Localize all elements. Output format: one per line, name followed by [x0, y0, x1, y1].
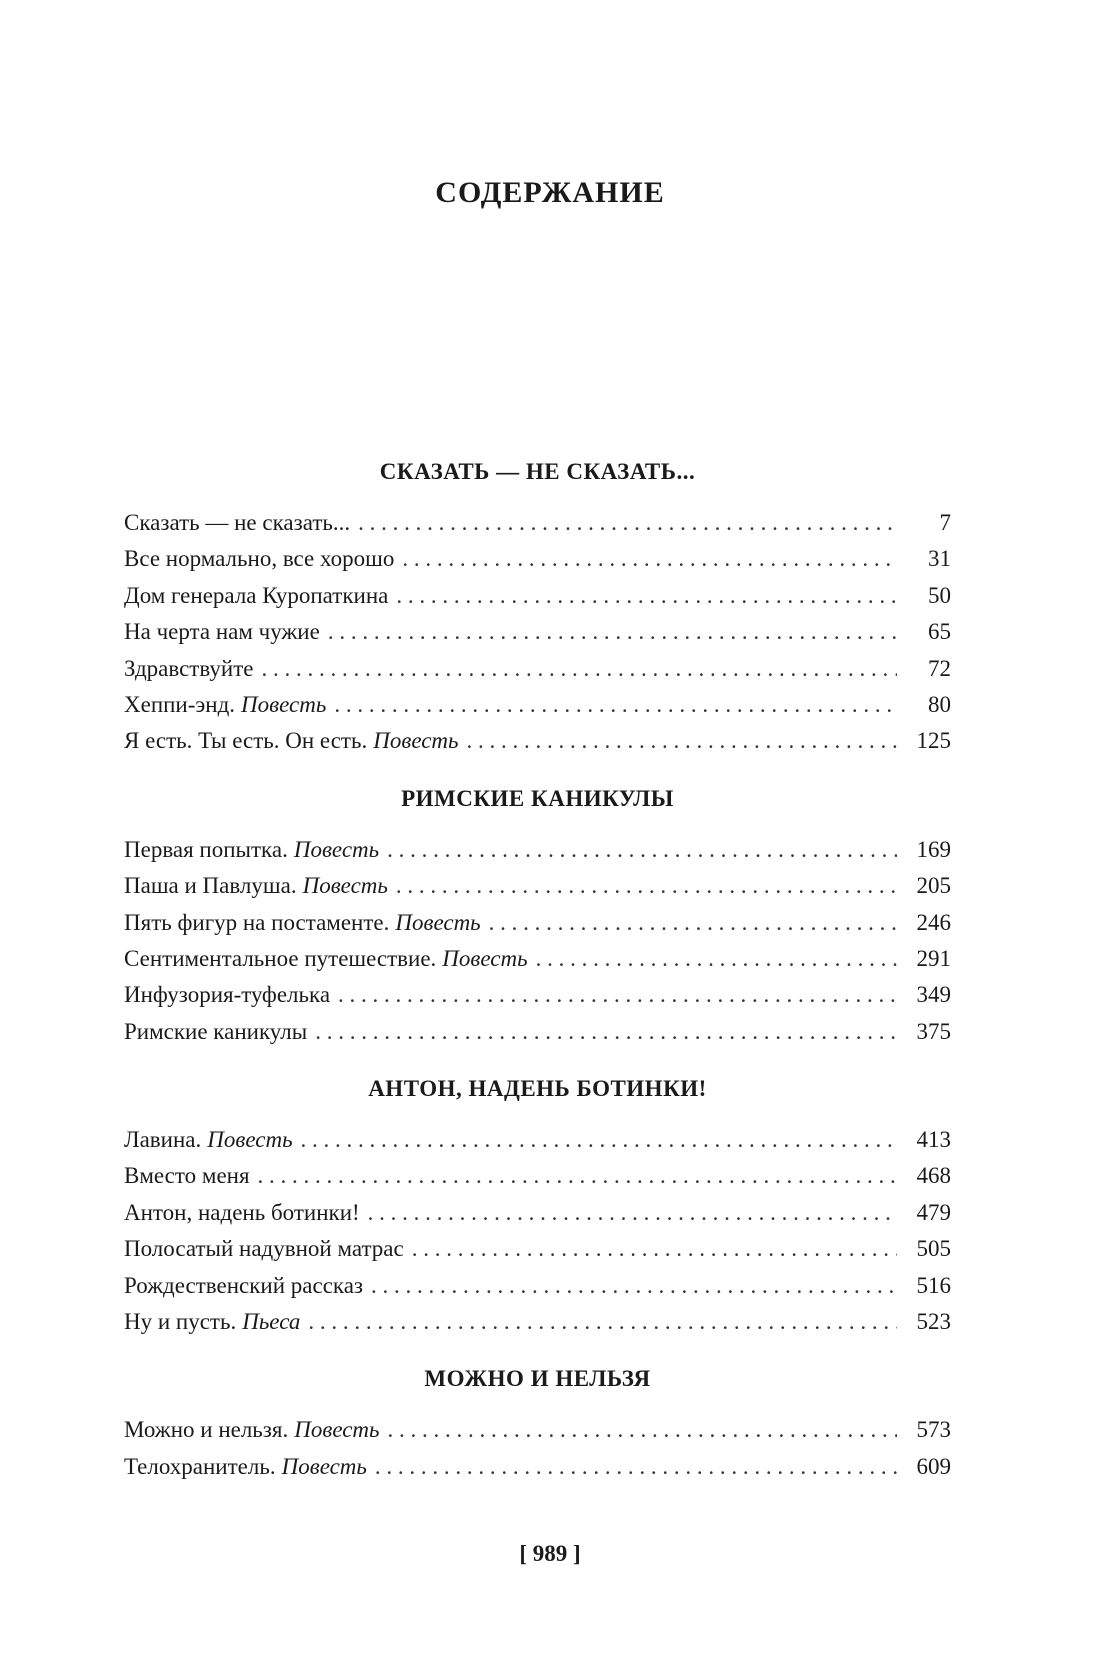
entry-genre: Повесть: [373, 728, 459, 754]
entry-title-text: Здравствуйте: [124, 655, 254, 681]
table-of-contents: [124, 455, 951, 1485]
entry-title-text: Полосатый надувной матрас: [124, 1236, 404, 1262]
toc-entry: [124, 1449, 951, 1485]
entry-title: [124, 1231, 404, 1267]
entry-title-text: Римские каникулы: [124, 1018, 308, 1044]
entry-title: [124, 1158, 250, 1194]
dot-leader: [396, 868, 897, 904]
entry-genre: Пьеса: [242, 1309, 301, 1335]
entry-page-number: 413: [916, 1127, 951, 1153]
toc-entry: [124, 941, 951, 977]
entry-genre: Повесть: [442, 945, 528, 971]
toc-entry: [124, 1195, 951, 1231]
entry-page-number: 7: [939, 510, 951, 535]
toc-entry: [124, 868, 951, 904]
dot-leader: [368, 1195, 897, 1231]
entry-page-number: 375: [916, 1018, 951, 1044]
toc-entry: [124, 1014, 951, 1050]
entry-title-text: Вместо меня: [124, 1163, 250, 1189]
dot-leader: [375, 1449, 897, 1485]
entry-title: [124, 1304, 300, 1340]
section-heading: СКАЗАТЬ — НЕ СКАЗАТЬ...: [379, 459, 696, 484]
dot-leader: [308, 1304, 897, 1340]
section-heading: РИМСКИЕ КАНИКУЛЫ: [401, 785, 674, 811]
entry-title: [124, 651, 254, 687]
toc-entry: [124, 1122, 951, 1158]
toc-section: [124, 1072, 951, 1340]
entry-page-number: 349: [916, 982, 951, 1008]
entry-title-text: Сентиментальное путешествие.: [124, 945, 437, 971]
entry-page-number: 516: [916, 1272, 951, 1298]
entry-title-text: Хеппи-энд.: [124, 691, 236, 717]
entry-genre: Повесть: [294, 1417, 380, 1443]
entry-title: [124, 868, 388, 904]
entry-page-number: 246: [916, 909, 951, 935]
entry-title-text: Лавина.: [124, 1127, 202, 1153]
entry-page-number: 609: [916, 1453, 951, 1479]
entry-genre: Повесть: [395, 909, 481, 935]
entry-title-text: Телохранитель.: [124, 1453, 276, 1479]
toc-entry: [124, 905, 951, 941]
toc-entry: [124, 578, 951, 614]
section-heading: АНТОН, НАДЕНЬ БОТИНКИ!: [368, 1076, 707, 1102]
entry-page-number: 125: [916, 728, 951, 754]
toc-entry: [124, 723, 951, 759]
entry-page-number: 468: [916, 1163, 951, 1189]
dot-leader: [262, 651, 898, 687]
toc-entry: [124, 832, 951, 868]
dot-leader: [536, 941, 897, 977]
entry-page-number: 505: [916, 1236, 951, 1262]
page-title: СОДЕРЖАНИЕ: [435, 176, 665, 209]
entry-title: [124, 1268, 363, 1304]
section-heading: МОЖНО И НЕЛЬЗЯ: [424, 1366, 651, 1392]
entry-page-number: 205: [916, 873, 951, 899]
entry-title: [124, 614, 320, 650]
dot-leader: [258, 1158, 897, 1194]
toc-entry: [124, 1231, 951, 1267]
entry-title: [124, 832, 379, 868]
entry-page-number: 80: [928, 691, 951, 717]
entry-title: [124, 723, 459, 759]
dot-leader: [358, 505, 897, 541]
entry-page-number: 523: [916, 1309, 951, 1335]
entry-title: [124, 941, 528, 977]
toc-section: [124, 455, 951, 760]
entry-title: [124, 687, 326, 723]
entry-title: [124, 1412, 380, 1448]
toc-entry: [124, 1268, 951, 1304]
entry-title: [124, 1195, 360, 1231]
entry-title: [124, 1449, 367, 1485]
entry-title: [124, 905, 481, 941]
dot-leader: [489, 905, 897, 941]
entry-title: [124, 505, 350, 541]
entry-genre: Повесть: [281, 1453, 367, 1479]
entry-title-text: Я есть. Ты есть. Он есть.: [124, 728, 368, 754]
dot-leader: [334, 687, 897, 723]
entry-title-text: Все нормально, все хорошо: [124, 546, 395, 572]
dot-leader: [412, 1231, 897, 1267]
entry-title-text: Инфузория-туфелька: [124, 982, 331, 1008]
dot-leader: [402, 541, 897, 577]
dot-leader: [387, 832, 897, 868]
dot-leader: [338, 977, 897, 1013]
toc-entry: [124, 1158, 951, 1194]
toc-entry: [124, 1412, 951, 1448]
entry-page-number: 72: [928, 655, 951, 681]
dot-leader: [315, 1014, 897, 1050]
dot-leader: [388, 1412, 897, 1448]
toc-entry: [124, 1304, 951, 1340]
entry-page-number: 291: [916, 945, 951, 971]
entry-title-text: На черта нам чужие: [124, 619, 320, 645]
entry-title: [124, 578, 388, 614]
page-number: [ 989 ]: [519, 1541, 581, 1566]
entry-title-text: Можно и нельзя.: [124, 1417, 289, 1443]
entry-genre: Повесть: [207, 1127, 293, 1153]
toc-entry: [124, 541, 951, 577]
toc-entry: [124, 977, 951, 1013]
entry-page-number: 169: [916, 836, 951, 862]
toc-entry: [124, 687, 951, 723]
entry-title: [124, 977, 330, 1013]
entry-title-text: Ну и пусть.: [124, 1309, 237, 1335]
entry-genre: Повесть: [293, 836, 380, 862]
entry-title: [124, 541, 394, 577]
entry-page-number: 50: [928, 582, 951, 608]
dot-leader: [467, 723, 897, 759]
entry-title-text: Антон, надень ботинки!: [124, 1199, 360, 1225]
entry-genre: Повесть: [302, 873, 388, 899]
entry-title-text: Пять фигур на постаменте.: [124, 909, 390, 935]
dot-leader: [301, 1122, 897, 1158]
dot-leader: [396, 578, 897, 614]
entry-page-number: 479: [916, 1199, 951, 1225]
toc-entry: [124, 614, 951, 650]
entry-title-text: Первая попытка.: [124, 836, 288, 862]
toc-section: [124, 1362, 951, 1485]
entry-title-text: Дом генерала Куропаткина: [124, 582, 389, 608]
dot-leader: [328, 614, 897, 650]
entry-page-number: 573: [916, 1417, 951, 1443]
toc-section: [124, 782, 951, 1050]
entry-title-text: Паша и Павлуша.: [124, 873, 297, 899]
entry-title: [124, 1014, 307, 1050]
toc-entry: [124, 505, 951, 541]
entry-page-number: 31: [928, 546, 951, 572]
entry-title-text: Сказать — не сказать...: [124, 510, 351, 535]
entry-genre: Повесть: [241, 691, 327, 717]
entry-page-number: 65: [928, 619, 951, 645]
entry-title: [124, 1122, 293, 1158]
dot-leader: [371, 1268, 897, 1304]
toc-entry: [124, 651, 951, 687]
entry-title-text: Рождественский рассказ: [124, 1272, 364, 1298]
